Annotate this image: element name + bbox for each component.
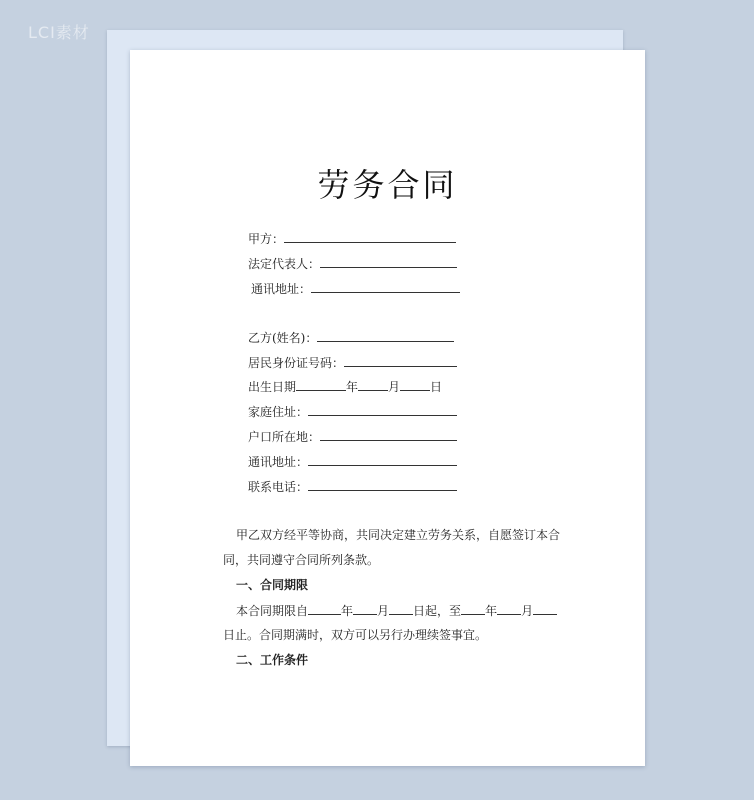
party-b-hukou-field	[248, 429, 457, 444]
party-a-address-field	[251, 281, 460, 296]
term-end-day-line	[533, 603, 557, 615]
dob-year-line	[296, 379, 346, 391]
term-end-year-line	[461, 603, 485, 615]
party-b-dob-label: 出生日期	[248, 380, 297, 394]
intro-paragraph-line-1: 甲乙双方经平等协商，共同决定建立劳务关系，自愿签订本合	[236, 528, 561, 542]
term-start-month-line	[353, 603, 377, 615]
party-a-name-line	[284, 231, 456, 243]
dob-day-label: 日	[430, 380, 443, 394]
party-b-address-label: 通讯地址：	[248, 455, 309, 469]
party-b-name-field	[248, 330, 454, 345]
party-b-name-line	[317, 330, 454, 342]
party-b-phone-label: 联系电话：	[248, 480, 309, 494]
party-b-address-line	[308, 454, 457, 466]
party-a-name-label: 甲方：	[248, 232, 285, 246]
party-a-address-line	[311, 281, 460, 293]
dob-month-label: 月	[388, 380, 401, 394]
party-a-name-field	[248, 231, 456, 246]
party-b-phone-line	[308, 479, 457, 491]
party-b-id-label: 居民身份证号码：	[248, 356, 345, 370]
party-b-home-label: 家庭住址：	[248, 405, 309, 419]
party-a-rep-label: 法定代表人：	[248, 257, 321, 271]
term-end-month-label: 月	[521, 604, 534, 618]
party-b-hukou-line	[320, 429, 457, 441]
party-b-id-line	[344, 355, 457, 367]
party-a-rep-field	[248, 256, 457, 271]
term-start-day-line	[389, 603, 413, 615]
term-end-year-label: 年	[485, 604, 498, 618]
party-b-hukou-label: 户口所在地：	[248, 430, 321, 444]
party-b-id-field	[248, 355, 457, 370]
party-b-dob-field	[248, 379, 442, 394]
party-b-home-field	[248, 404, 457, 419]
party-b-home-line	[308, 404, 457, 416]
section-1-heading: 一、合同期限	[236, 578, 309, 592]
term-start-month-label: 月	[377, 604, 390, 618]
dob-day-line	[400, 379, 430, 391]
party-b-phone-field	[248, 479, 457, 494]
dob-month-line	[358, 379, 388, 391]
party-b-address-field	[248, 454, 457, 469]
dob-year-label: 年	[346, 380, 359, 394]
term-start-year-line	[308, 603, 341, 615]
party-a-address-label: 通讯地址：	[251, 282, 312, 296]
section-2-heading: 二、工作条件	[236, 653, 309, 667]
intro-paragraph-line-2: 同，共同遵守合同所列条款。	[223, 553, 380, 567]
document-title: 劳务合同	[317, 166, 458, 204]
term-prefix: 本合同期限自	[236, 604, 309, 618]
term-line-1	[236, 603, 557, 618]
term-line-2: 日止。合同期满时，双方可以另行办理续签事宜。	[223, 628, 488, 642]
term-start-day-label: 日起，至	[413, 604, 462, 618]
term-end-month-line	[497, 603, 521, 615]
document-page	[130, 50, 645, 766]
term-start-year-label: 年	[341, 604, 354, 618]
watermark: LCI素材	[28, 23, 90, 42]
party-a-rep-line	[320, 256, 457, 268]
party-b-name-label: 乙方(姓名)：	[248, 331, 318, 345]
